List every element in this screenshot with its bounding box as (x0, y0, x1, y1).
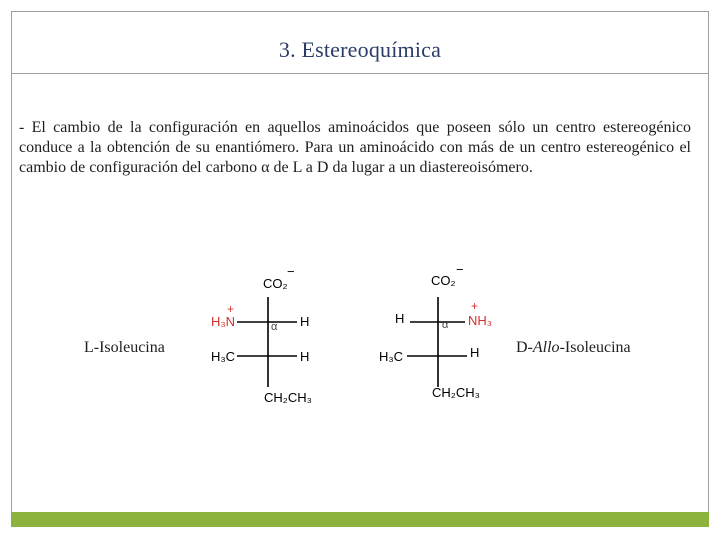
right-substituent-h2: H (470, 345, 480, 360)
right-substituent-h: H (300, 314, 310, 329)
slide-frame (11, 11, 709, 527)
left-substituent-methyl: H₃C (211, 349, 236, 364)
body-paragraph: - El cambio de la configuración en aquellos aminoácidos que poseen sólo un centro estereogénico conduce a la obtención de su enantiómero. Para un aminoácido con más de un centro estereogénico el cambio de configuración del carbono α de L a D da lugar a un diastereoisómero. (19, 119, 691, 176)
left-substituent-methyl: H₃C (379, 349, 404, 364)
amine-charge: + (227, 302, 235, 316)
right-substituent-h2: H (300, 349, 310, 364)
label-d-allo-isoleucina (516, 339, 631, 357)
right-substituent-amine: NH₃ (468, 313, 493, 328)
alpha-marker: α (442, 319, 449, 331)
amine-charge: + (471, 299, 479, 313)
top-charge: − (456, 262, 464, 277)
alpha-marker: α (271, 321, 278, 333)
bottom-accent-bar (11, 512, 709, 527)
label-suffix: -Isoleucina (559, 339, 631, 356)
label-italic: Allo (532, 339, 560, 356)
top-group: CO₂ (431, 273, 456, 288)
title-bar (11, 11, 709, 74)
structure-d-allo-isoleucina (370, 262, 510, 410)
label-l-isoleucina: L-Isoleucina (84, 339, 165, 356)
slide-title: 3. Estereoquímica (278, 37, 442, 62)
left-substituent-amine: H₃N (211, 314, 236, 329)
label-prefix: D- (516, 339, 533, 356)
structure-l-isoleucina (200, 265, 340, 410)
left-substituent-h: H (395, 311, 405, 326)
top-charge: − (287, 264, 295, 279)
top-group: CO₂ (263, 276, 288, 291)
bottom-group: CH₂CH₃ (264, 390, 312, 405)
bottom-group: CH₂CH₃ (432, 385, 480, 400)
